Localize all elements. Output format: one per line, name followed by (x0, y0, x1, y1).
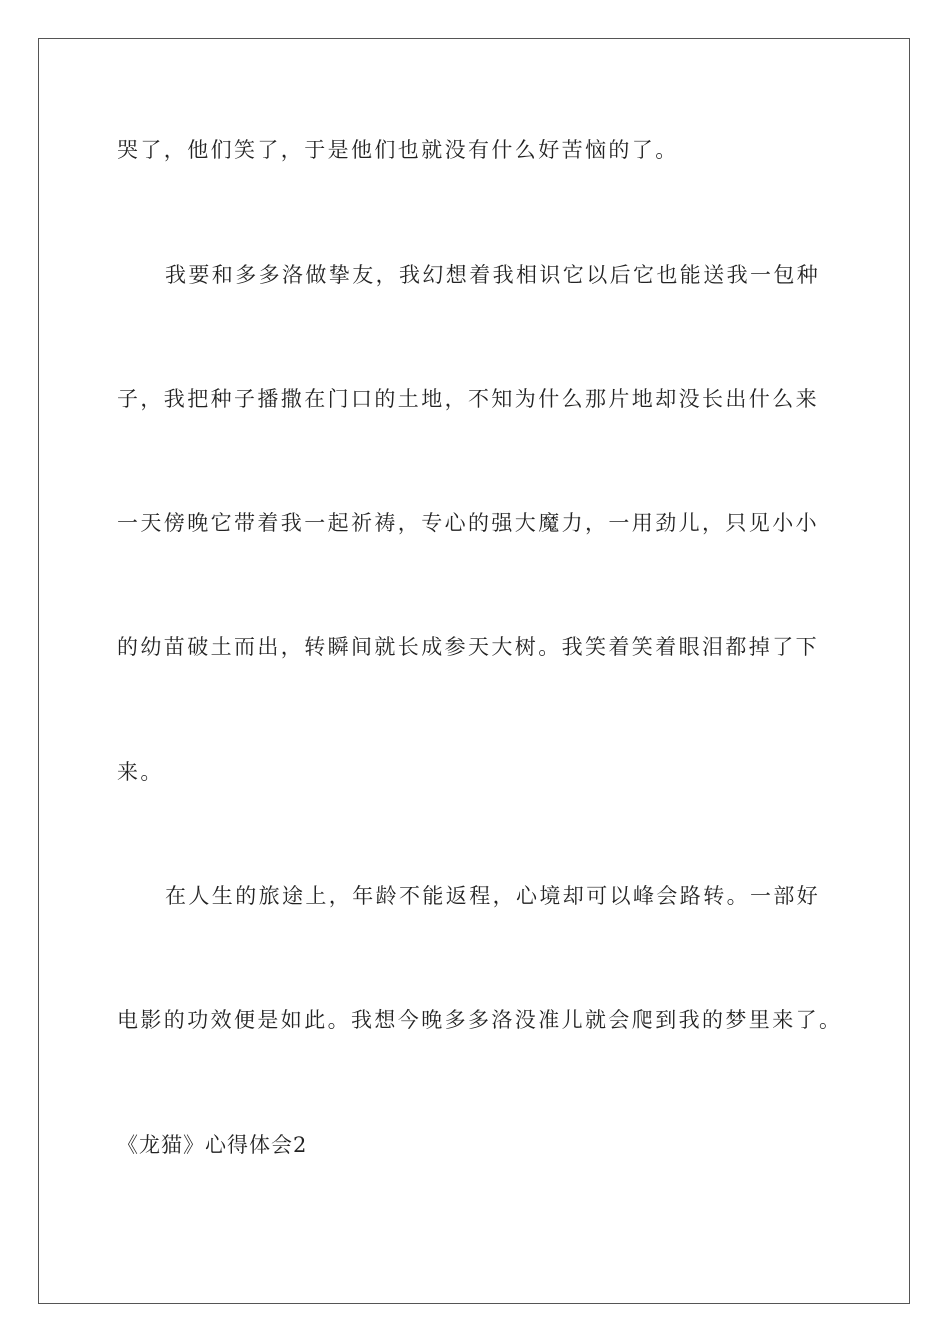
text-line-4: 一天傍晚它带着我一起祈祷，专心的强大魔力，一用劲儿，只见小小 (117, 511, 819, 535)
text-line-1: 哭了，他们笑了，于是他们也就没有什么好苦恼的了。 (117, 138, 679, 162)
text-line-6: 来。 (117, 760, 164, 784)
text-line-3: 子，我把种子播撒在门口的土地，不知为什么那片地却没长出什么来 (117, 387, 819, 411)
page-frame (38, 38, 910, 1304)
text-line-2: 我要和多多洛做挚友，我幻想着我相识它以后它也能送我一包种 (165, 263, 821, 287)
text-line-7: 在人生的旅途上，年龄不能返程，心境却可以峰会路转。一部好 (165, 884, 821, 908)
text-line-8: 电影的功效便是如此。我想今晚多多洛没准儿就会爬到我的梦里来了。 (117, 1008, 843, 1032)
text-line-5: 的幼苗破土而出，转瞬间就长成参天大树。我笑着笑着眼泪都掉了下 (117, 635, 819, 659)
section-heading: 《龙猫》心得体会2 (117, 1133, 308, 1157)
